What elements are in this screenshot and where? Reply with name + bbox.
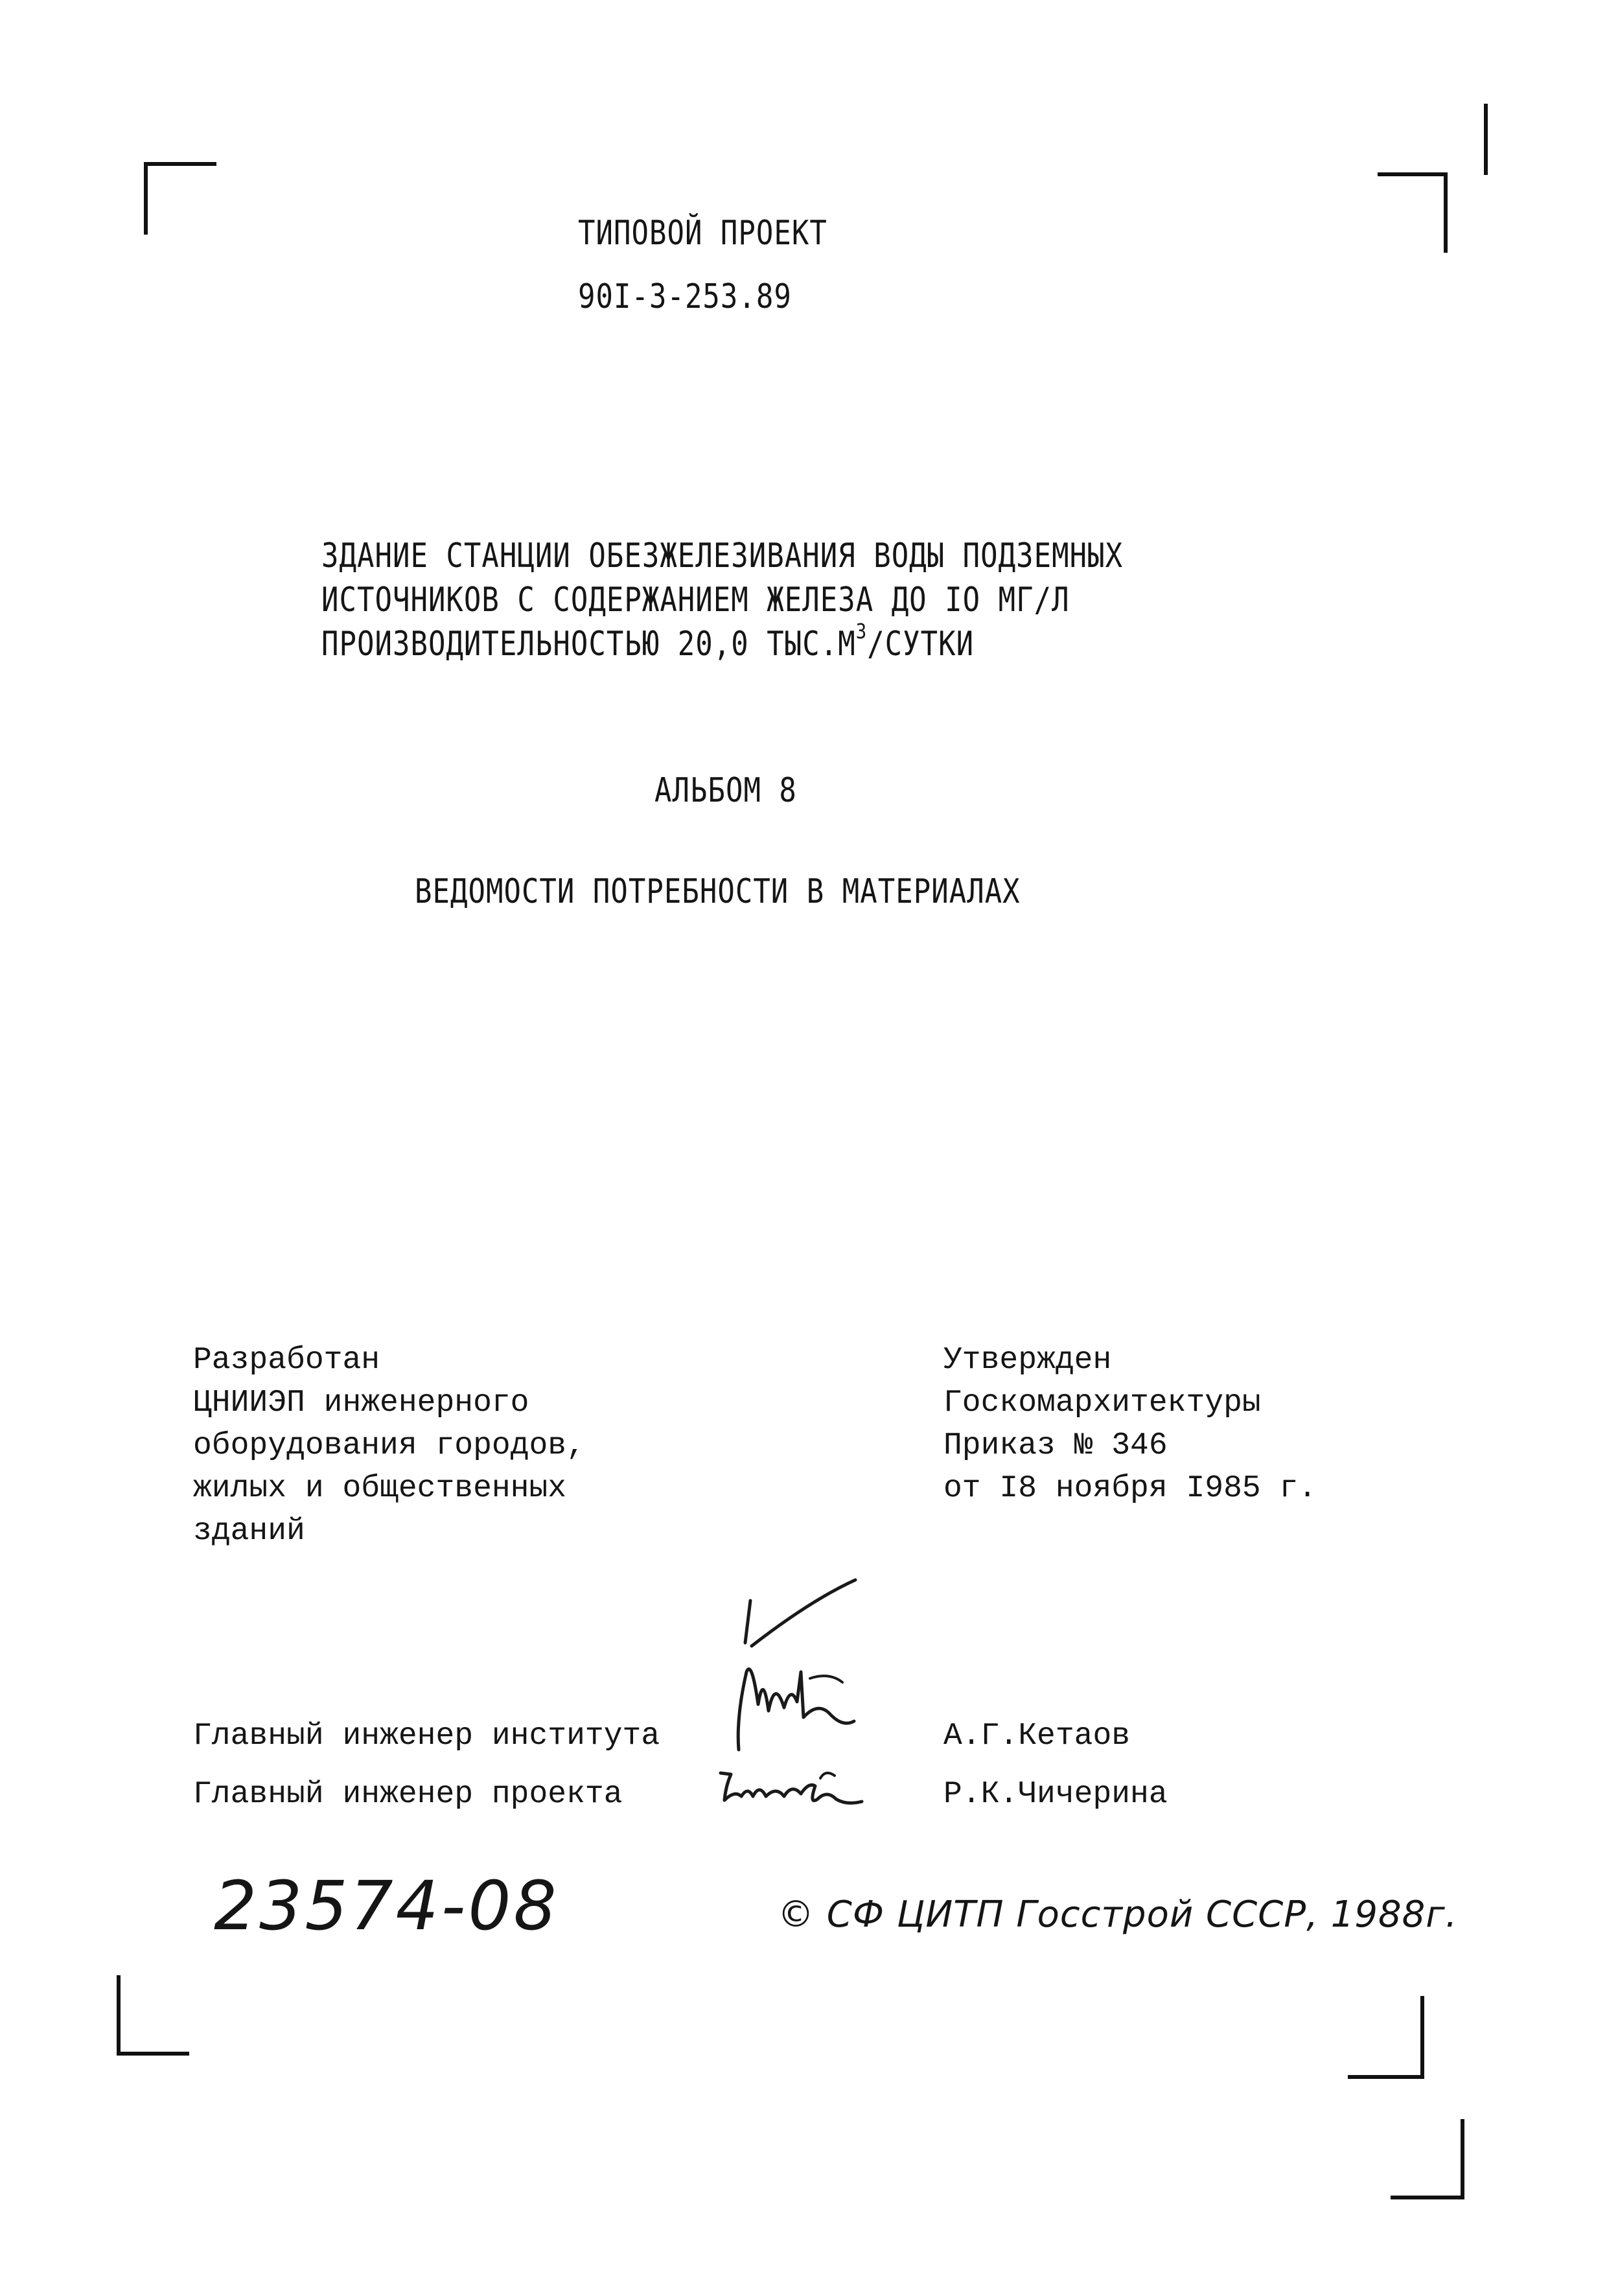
corner-mark-top-right <box>1378 172 1448 176</box>
approved-line-2: Госкомархитектуры <box>943 1386 1261 1421</box>
developed-line-1: Разработан <box>193 1343 380 1378</box>
album-label: АЛЬБОМ 8 <box>654 771 797 811</box>
project-type-label: ТИПОВОЙ ПРОЕКТ <box>578 214 827 253</box>
inventory-number: 23574-08 <box>214 1866 559 1945</box>
copyright-note: © СФ ЦИТП Госстрой СССР, 1988г. <box>778 1894 1458 1936</box>
title-line-1: ЗДАНИЕ СТАНЦИИ ОБЕЗЖЕЛЕЗИВАНИЯ ВОДЫ ПОДЗЕМНЫХ <box>321 537 1124 576</box>
corner-mark-bottom-left <box>117 1975 121 2056</box>
corner-mark-top-left <box>144 162 148 235</box>
title-line-3 <box>321 620 975 664</box>
signatory-role-1: Главный инженер института <box>193 1719 660 1754</box>
corner-mark-bottom-left <box>117 2052 189 2056</box>
title-line-3-suffix: /СУТКИ <box>867 625 975 664</box>
project-number: 90I-3-253.89 <box>578 277 792 317</box>
corner-mark-bottom-right <box>1348 2075 1424 2079</box>
approved-line-4: от I8 ноября I985 г. <box>943 1471 1317 1506</box>
title-line-3-prefix: ПРОИЗВОДИТЕЛЬНОСТЬЮ 20,0 ТЫС.М <box>321 625 856 664</box>
signature-chief-engineer-institute <box>713 1575 894 1763</box>
corner-mark-top-left <box>144 162 216 166</box>
corner-mark-top-right <box>1444 172 1448 253</box>
edge-mark-top-right <box>1484 104 1488 175</box>
developed-line-4: жилых и общественных <box>193 1471 567 1506</box>
corner-mark-bottom-right-2 <box>1391 2196 1464 2199</box>
signatory-role-2: Главный инженер проекта <box>193 1777 623 1812</box>
developed-line-3: оборудования городов, <box>193 1428 585 1463</box>
approved-line-1: Утвержден <box>943 1343 1112 1378</box>
developed-line-2: ЦНИИЭП инженерного <box>193 1386 529 1421</box>
title-line-3-superscript: 3 <box>855 620 868 644</box>
corner-mark-bottom-right <box>1420 1996 1424 2079</box>
signatory-name-2: Р.К.Чичерина <box>943 1777 1168 1812</box>
corner-mark-bottom-right-2 <box>1461 2119 1464 2199</box>
document-subtitle: ВЕДОМОСТИ ПОТРЕБНОСТИ В МАТЕРИАЛАХ <box>415 872 1021 912</box>
developed-line-5: зданий <box>193 1514 305 1549</box>
signature-chief-engineer-project <box>711 1760 880 1818</box>
signatory-name-1: А.Г.Кетаов <box>943 1719 1131 1754</box>
title-line-2: ИСТОЧНИКОВ С СОДЕРЖАНИЕМ ЖЕЛЕЗА ДО IO МГ/Л <box>321 581 1070 620</box>
approved-line-3: Приказ № 346 <box>943 1428 1168 1463</box>
